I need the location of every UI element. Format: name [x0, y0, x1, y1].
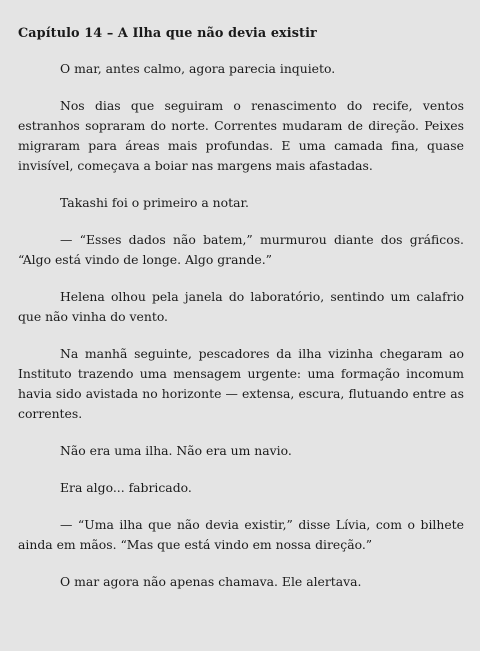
paragraph: Nos dias que seguiram o renascimento do recife, ventos estranhos sopraram do norte. Correntes mudaram de direção. Peixes migraram para áreas mais profundas. E uma camada fina, quase invisível, começava a boiar nas margens mais afastadas. — [18, 98, 464, 173]
paragraph: Não era uma ilha. Não era um navio. — [60, 443, 292, 458]
document-page — [18, 24, 464, 609]
paragraph: — “Uma ilha que não devia existir,” disse Lívia, com o bilhete ainda em mãos. “Mas que está vindo em nossa direção.” — [18, 517, 464, 552]
paragraph: Helena olhou pela janela do laboratório, sentindo um calafrio que não vinha do vento. — [18, 289, 464, 324]
paragraph: Na manhã seguinte, pescadores da ilha vizinha chegaram ao Instituto trazendo uma mensagem urgente: uma formação incomum havia sido avistada no horizonte — extensa, escura, flutuando entre as correntes. — [18, 346, 464, 421]
paragraph: — “Esses dados não batem,” murmurou diante dos gráficos. “Algo está vindo de longe. Algo grande.” — [18, 232, 464, 267]
chapter-title: Capítulo 14 – A Ilha que não devia existir — [18, 26, 317, 41]
paragraph: Takashi foi o primeiro a notar. — [60, 195, 249, 210]
paragraph: O mar agora não apenas chamava. Ele alertava. — [60, 574, 362, 589]
paragraph: O mar, antes calmo, agora parecia inquieto. — [60, 61, 336, 76]
paragraph: Era algo... fabricado. — [60, 480, 192, 495]
